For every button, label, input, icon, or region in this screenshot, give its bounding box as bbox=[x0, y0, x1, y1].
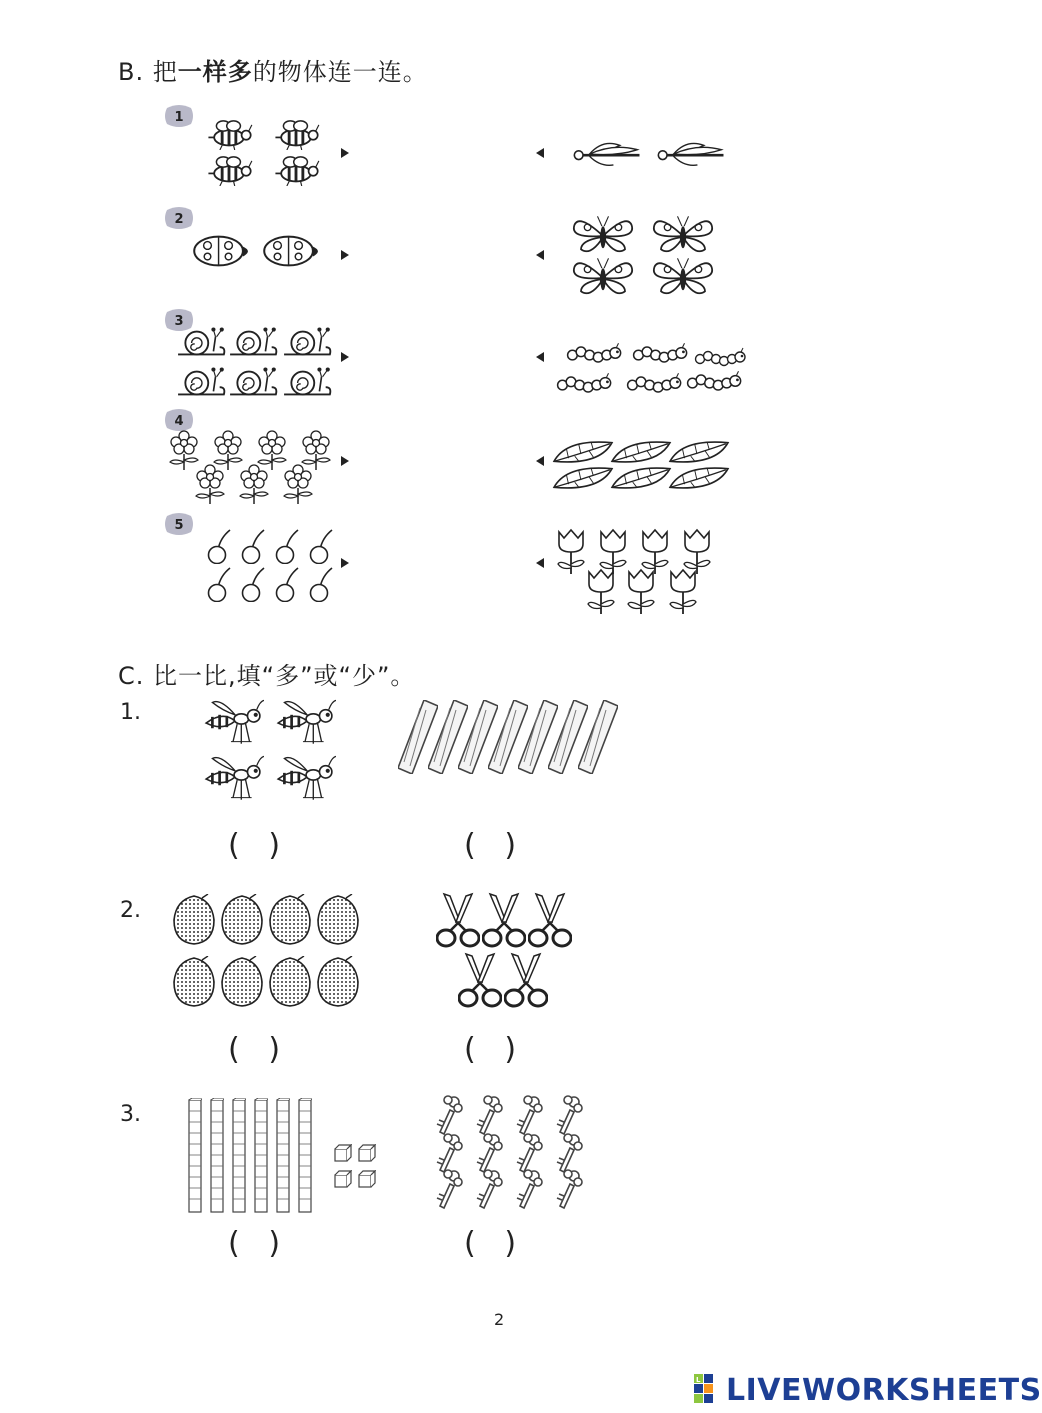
key-icon bbox=[434, 1094, 464, 1136]
durian-icon bbox=[172, 956, 216, 1008]
question-3-number: 3. bbox=[120, 1102, 141, 1127]
tulip-icon bbox=[584, 568, 618, 614]
butterfly-icon bbox=[570, 256, 636, 298]
answer-blank-1-left[interactable]: ( ) bbox=[228, 828, 281, 863]
row-5-left-connector[interactable] bbox=[341, 558, 349, 568]
answer-blank-3-right[interactable]: ( ) bbox=[464, 1226, 517, 1261]
footer-brand[interactable] bbox=[694, 1374, 1042, 1406]
section-c-label: C. bbox=[118, 662, 145, 690]
caterpillar-icon bbox=[556, 372, 616, 396]
leaf-icon bbox=[552, 464, 614, 492]
cherry-icon bbox=[204, 528, 236, 564]
unit-cube-icon bbox=[334, 1170, 352, 1188]
page-number: 2 bbox=[494, 1310, 505, 1329]
section-b-label: B. bbox=[118, 58, 145, 86]
key-icon bbox=[514, 1168, 544, 1210]
footer-brand-text: LIVEWORKSHEETS bbox=[726, 1372, 1042, 1408]
badge-4-number: 4 bbox=[174, 414, 184, 429]
ten-rod-icon bbox=[210, 1098, 224, 1214]
badge-1-icon bbox=[164, 104, 194, 128]
eraser-icon bbox=[578, 700, 618, 774]
section-c-title: 比一比,填“多”或“少”。 bbox=[153, 662, 416, 690]
leaf-icon bbox=[668, 438, 730, 466]
key-icon bbox=[514, 1094, 544, 1136]
badge-4-icon bbox=[164, 408, 194, 432]
liveworksheets-logo-icon bbox=[694, 1374, 724, 1406]
ten-rod-icon bbox=[254, 1098, 268, 1214]
cherry-icon bbox=[238, 528, 270, 564]
row-3-left-connector[interactable] bbox=[341, 352, 349, 362]
question-2-number: 2. bbox=[120, 898, 141, 923]
ten-rod-icon bbox=[188, 1098, 202, 1214]
answer-blank-2-right[interactable]: ( ) bbox=[464, 1032, 517, 1067]
ten-rod-icon bbox=[232, 1098, 246, 1214]
flower-icon bbox=[190, 464, 230, 504]
badge-2-number: 2 bbox=[174, 212, 184, 227]
tulip-icon bbox=[666, 568, 700, 614]
ten-rod-icon bbox=[298, 1098, 312, 1214]
caterpillar-icon bbox=[626, 372, 686, 396]
tulip-icon bbox=[624, 568, 658, 614]
unit-cube-icon bbox=[334, 1144, 352, 1162]
unit-cube-icon bbox=[358, 1170, 376, 1188]
answer-blank-1-right[interactable]: ( ) bbox=[464, 828, 517, 863]
caterpillar-icon bbox=[566, 342, 626, 366]
leaf-icon bbox=[610, 464, 672, 492]
row-2-left-connector[interactable] bbox=[341, 250, 349, 260]
durian-icon bbox=[220, 956, 264, 1008]
key-icon bbox=[474, 1168, 504, 1210]
row-1-left-connector[interactable] bbox=[341, 148, 349, 158]
tulip-icon bbox=[554, 528, 588, 574]
wasp-icon bbox=[200, 752, 264, 802]
butterfly-icon bbox=[570, 214, 636, 256]
key-icon bbox=[474, 1094, 504, 1136]
row-1-right-connector[interactable] bbox=[536, 148, 544, 158]
section-b-prefix: 把 bbox=[152, 58, 178, 86]
ladybug-icon bbox=[262, 234, 324, 268]
bee-icon bbox=[272, 154, 320, 186]
bee-icon bbox=[272, 118, 320, 150]
wasp-icon bbox=[200, 696, 264, 746]
wasp-icon bbox=[272, 752, 336, 802]
cherry-icon bbox=[306, 528, 338, 564]
cherry-icon bbox=[272, 528, 304, 564]
key-icon bbox=[434, 1168, 464, 1210]
leaf-icon bbox=[610, 438, 672, 466]
key-icon bbox=[554, 1168, 584, 1210]
row-5-right-connector[interactable] bbox=[536, 558, 544, 568]
cherry-icon bbox=[272, 566, 304, 602]
section-b-heading bbox=[118, 52, 428, 87]
badge-1-number: 1 bbox=[174, 110, 184, 125]
scissors-icon bbox=[528, 892, 572, 950]
row-2-right-connector[interactable] bbox=[536, 250, 544, 260]
durian-icon bbox=[220, 894, 264, 946]
bee-icon bbox=[205, 118, 253, 150]
question-1-number: 1. bbox=[120, 700, 141, 725]
durian-icon bbox=[172, 894, 216, 946]
caterpillar-icon bbox=[694, 346, 750, 370]
bee-icon bbox=[205, 154, 253, 186]
durian-icon bbox=[268, 956, 312, 1008]
ten-rod-icon bbox=[276, 1098, 290, 1214]
durian-icon bbox=[316, 956, 360, 1008]
section-b-bold: 一样多 bbox=[177, 58, 253, 86]
scissors-icon bbox=[436, 892, 480, 950]
wasp-icon bbox=[272, 696, 336, 746]
ladybug-icon bbox=[192, 234, 254, 268]
snail-icon bbox=[282, 326, 334, 358]
cherry-icon bbox=[306, 566, 338, 602]
durian-icon bbox=[316, 894, 360, 946]
snail-icon bbox=[228, 366, 280, 398]
dragonfly-icon bbox=[654, 138, 730, 168]
snail-icon bbox=[228, 326, 280, 358]
flower-icon bbox=[234, 464, 274, 504]
flower-icon bbox=[278, 464, 318, 504]
caterpillar-icon bbox=[632, 342, 692, 366]
scissors-icon bbox=[504, 952, 548, 1010]
badge-2-icon bbox=[164, 206, 194, 230]
row-4-right-connector[interactable] bbox=[536, 456, 544, 466]
key-icon bbox=[554, 1094, 584, 1136]
row-3-right-connector[interactable] bbox=[536, 352, 544, 362]
section-b-suffix: 的物体连一连。 bbox=[252, 58, 428, 86]
section-c-heading bbox=[118, 656, 415, 691]
badge-3-number: 3 bbox=[174, 314, 184, 329]
snail-icon bbox=[176, 366, 228, 398]
snail-icon bbox=[176, 326, 228, 358]
dragonfly-icon bbox=[570, 138, 646, 168]
snail-icon bbox=[282, 366, 334, 398]
butterfly-icon bbox=[650, 214, 716, 256]
unit-cube-icon bbox=[358, 1144, 376, 1162]
answer-blank-2-left[interactable]: ( ) bbox=[228, 1032, 281, 1067]
logo-letter-l: L bbox=[696, 1376, 701, 1384]
cherry-icon bbox=[238, 566, 270, 602]
durian-icon bbox=[268, 894, 312, 946]
row-4-left-connector[interactable] bbox=[341, 456, 349, 466]
badge-5-icon bbox=[164, 512, 194, 536]
cherry-icon bbox=[204, 566, 236, 602]
leaf-icon bbox=[552, 438, 614, 466]
leaf-icon bbox=[668, 464, 730, 492]
badge-5-number: 5 bbox=[174, 518, 184, 533]
scissors-icon bbox=[458, 952, 502, 1010]
answer-blank-3-left[interactable]: ( ) bbox=[228, 1226, 281, 1261]
butterfly-icon bbox=[650, 256, 716, 298]
scissors-icon bbox=[482, 892, 526, 950]
caterpillar-icon bbox=[686, 370, 746, 394]
